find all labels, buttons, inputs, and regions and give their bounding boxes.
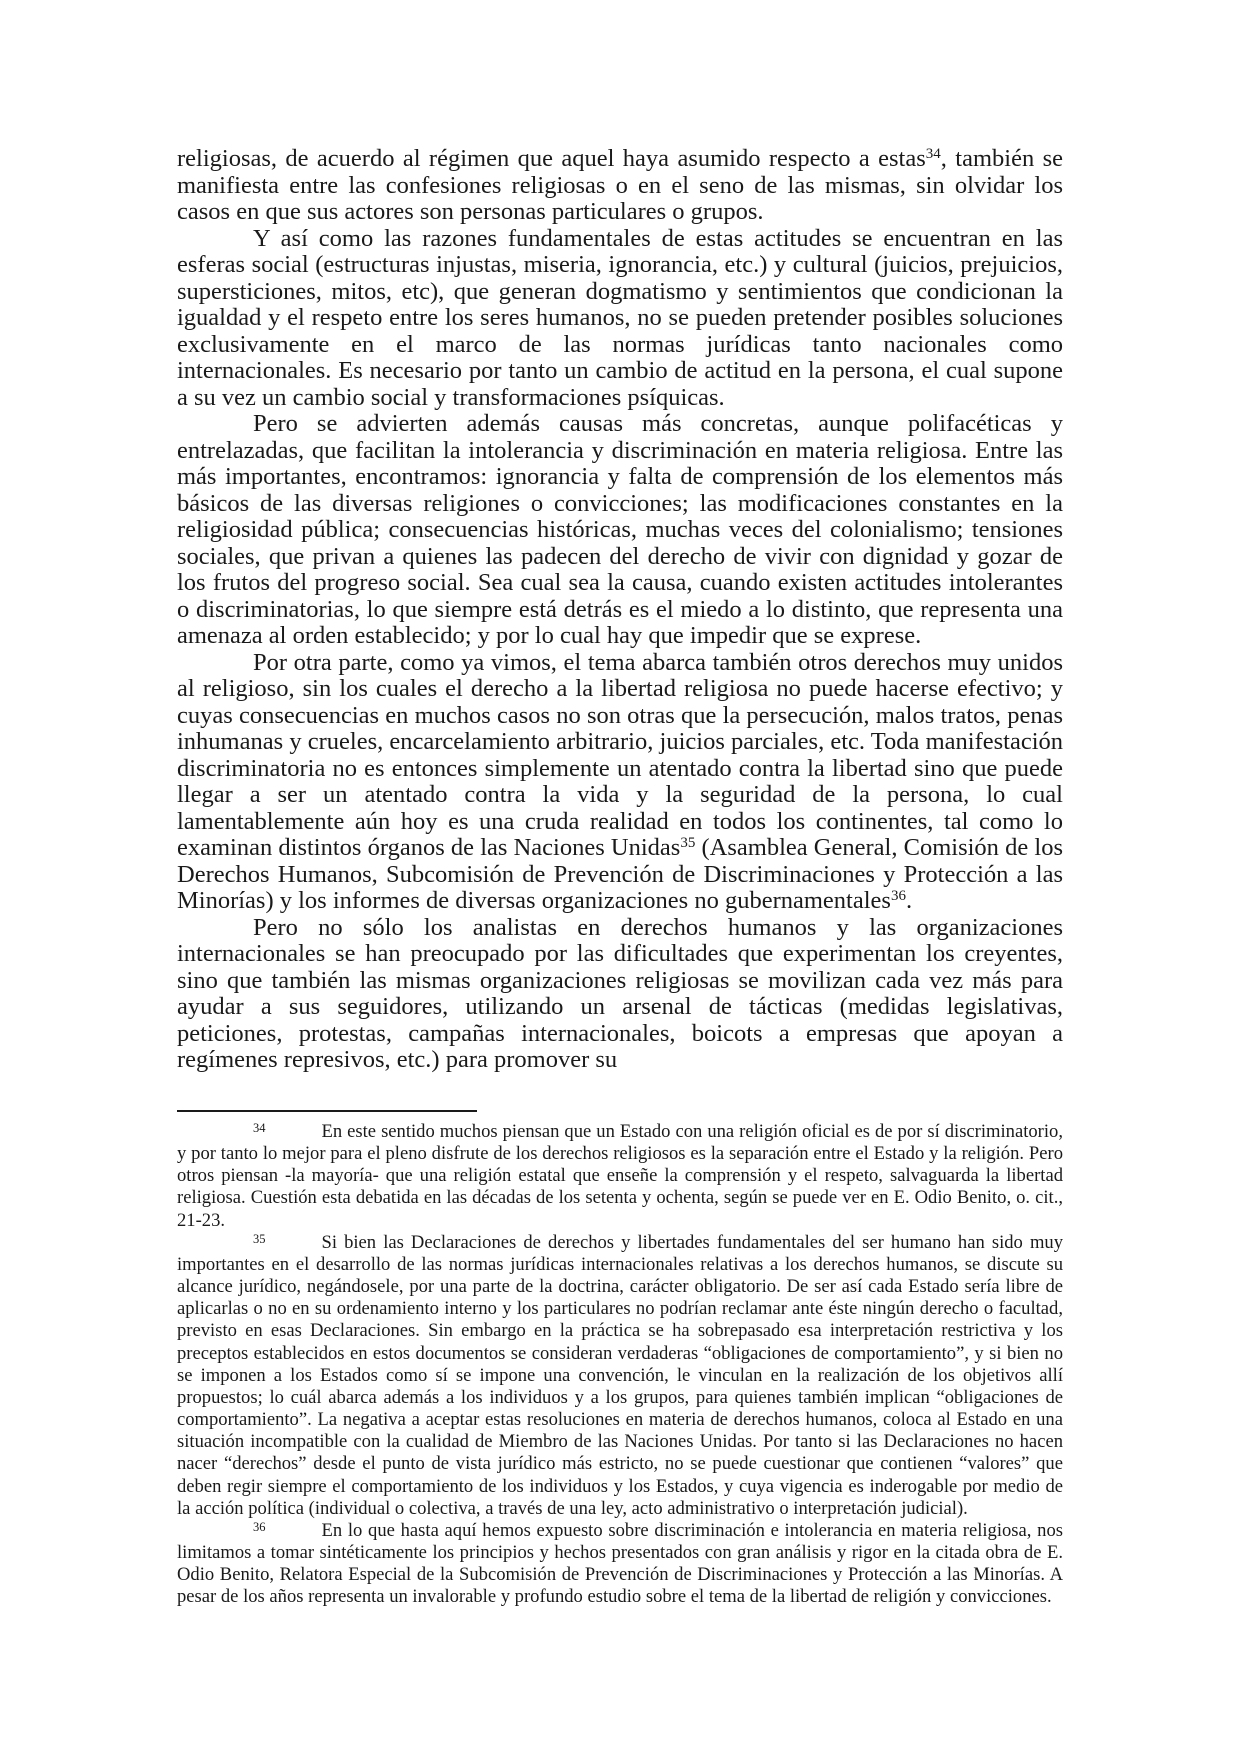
body-text-run: Pero se advierten además causas más concretas, aunque polifacéticas y entrelazadas, que facilitan la intolerancia y discriminación en materia religiosa. Entre las más importantes, encontramos: ignorancia y falta de comprensión de los elementos más básicos de las diversas religiones o convicciones; las modificaciones constantes en la religiosidad pública; consecuencias históricas, muchas veces del colonialismo; tensiones sociales, que privan a quienes las padecen del derecho de vivir con dignidad y gozar de los frutos del progreso social. Sea cual sea la causa, cuando existen actitudes intolerantes o discriminatorias, lo que siempre está detrás es el miedo a lo distinto, que representa una amenaza al orden establecido; y por lo cual hay que impedir que se exprese.	[177, 410, 1063, 649]
body-text-run: Por otra parte, como ya vimos, el tema abarca también otros derechos muy unidos al religioso, sin los cuales el derecho a la libertad religiosa no puede hacerse efectivo; y cuyas consecuencias en muchos casos no son otras que la persecución, malos tratos, penas inhumanas y crueles, encarcelamiento arbitrario, juicios parciales, etc. Toda manifestación discriminatoria no es entonces simplemente un atentado contra la libertad sino que puede llegar a ser un atentado contra la vida y la seguridad de la persona, lo cual lamentablemente aún hoy es una cruda realidad en todos los continentes, tal como lo examinan distintos órganos de las Naciones Unidas	[177, 648, 1063, 861]
footnote-reference: 34	[925, 146, 941, 162]
body-text-run: .	[905, 887, 913, 914]
body-text-run: Y así como las razones fundamentales de estas actitudes se encuentran en las esferas social (estructuras injustas, miseria, ignorancia, etc.) y cultural (juicios, prejuicios, supersticiones, mitos, etc), que generan dogmatismo y sentimientos que condicionan la igualdad y el respeto entre los seres humanos, no se pueden pretender posibles soluciones exclusivamente en el marco de las normas jurídicas tanto nacionales como internacionales. Es necesario por tanto un cambio de actitud en la persona, el cual supone a su vez un cambio social y transformaciones psíquicas.	[177, 224, 1063, 411]
body-text-run: , también se manifiesta entre las confesiones religiosas o en el seno de las mismas, sin olvidar los casos en que sus actores son personas particulares o grupos.	[177, 145, 1064, 225]
body-text-run: (Asamblea General, Comisión de los Derechos Humanos, Subcomisión de Prevención de Discriminaciones y Protección a las Minorías) y los informes de diversas organizaciones no gubernamentales	[177, 834, 1063, 914]
footnote-separator	[177, 1110, 477, 1112]
footnote-number: 35	[253, 1231, 266, 1246]
body-paragraph	[177, 650, 1063, 915]
body-text-block	[177, 146, 1063, 1074]
footnote-text: En este sentido muchos piensan que un Estado con una religión oficial es de por sí discriminatorio, y por tanto lo mejor para el pleno disfrute de los derechos religiosos es la separación entre el Estado y la religión. Pero otros piensan -la mayoría- que una religión estatal que enseñe la comprensión y el respeto, salvaguarda la libertad religiosa. Cuestión esta debatida en las décadas de los setenta y ochenta, según se puede ver en E. Odio Benito, o. cit., 21-23.	[177, 1121, 1063, 1231]
body-paragraph	[177, 915, 1063, 1074]
footnote-number: 36	[253, 1519, 266, 1534]
footnote-number: 34	[253, 1121, 266, 1135]
footnote-tab-gap	[266, 1136, 322, 1137]
body-text-run: religiosas, de acuerdo al régimen que aquel haya asumido respecto a estas	[177, 145, 926, 172]
footnote-tab-gap	[266, 1247, 322, 1248]
body-text-run: Pero no sólo los analistas en derechos humanos y las organizaciones internacionales se han preocupado por las dificultades que experimentan los creyentes, sino que también las mismas organizaciones religiosas se movilizan cada vez más para ayudar a sus seguidores, utilizando un arsenal de tácticas (medidas legislativas, peticiones, protestas, campañas internacionales, boicots a empresas que apoyan a regímenes represivos, etc.) para promover su	[177, 913, 1063, 1073]
footnote	[177, 1121, 1063, 1232]
body-paragraph	[177, 226, 1063, 412]
footnotes-block	[177, 1121, 1063, 1608]
footnote-reference: 35	[680, 835, 696, 851]
body-paragraph	[177, 411, 1063, 650]
footnote-text: En lo que hasta aquí hemos expuesto sobre discriminación e intolerancia en materia religiosa, nos limitamos a tomar sintéticamente los principios y hechos presentados con gran análisis y rigor en la citada obra de E. Odio Benito, Relatora Especial de la Subcomisión de Prevención de Discriminaciones y Protección a las Minorías. A pesar de los años representa un invalorable y profundo estudio sobre el tema de la libertad de religión y convicciones.	[177, 1519, 1063, 1608]
footnote-text: Si bien las Declaraciones de derechos y libertades fundamentales del ser humano han sido muy importantes en el desarrollo de las normas jurídicas internacionales relativas a los derechos humanos, se discute su alcance jurídico, negándosele, por una parte de la doctrina, carácter obligatorio. De ser así cada Estado sería libre de aplicarlas o no en su ordenamiento interno y los particulares no podrían reclamar ante éste ningún derecho o facultad, previsto en esas Declaraciones. Sin embargo en la práctica se ha sobrepasado esa interpretación restrictiva y los preceptos establecidos en estos documentos se consideran verdaderas “obligaciones de comportamiento”, y si bien no se imponen a los Estados como sí se impone una convención, le vinculan en la realización de los objetivos allí propuestos; lo cuál abarca además a los individuos y a los grupos, para quienes también implican “obligaciones de comportamiento”. La negativa a aceptar estas resoluciones en materia de derechos humanos, coloca al Estado en una situación incompatible con la cualidad de Miembro de las Naciones Unidas. Por tanto si las Declaraciones no hacen nacer “derechos” desde el punto de vista jurídico más estricto, no se puede cuestionar que contienen “valores” que deben regir siempre el comportamiento de los individuos y los Estados, y cuya vigencia es inderogable por medio de la acción política (individual o colectiva, a través de una ley, acto administrativo o interpretación judicial).	[177, 1231, 1063, 1519]
body-paragraph	[177, 146, 1063, 226]
footnote	[177, 1232, 1063, 1520]
footnote-tab-gap	[266, 1535, 322, 1536]
footnote-reference: 36	[890, 888, 906, 904]
footnote	[177, 1520, 1063, 1609]
